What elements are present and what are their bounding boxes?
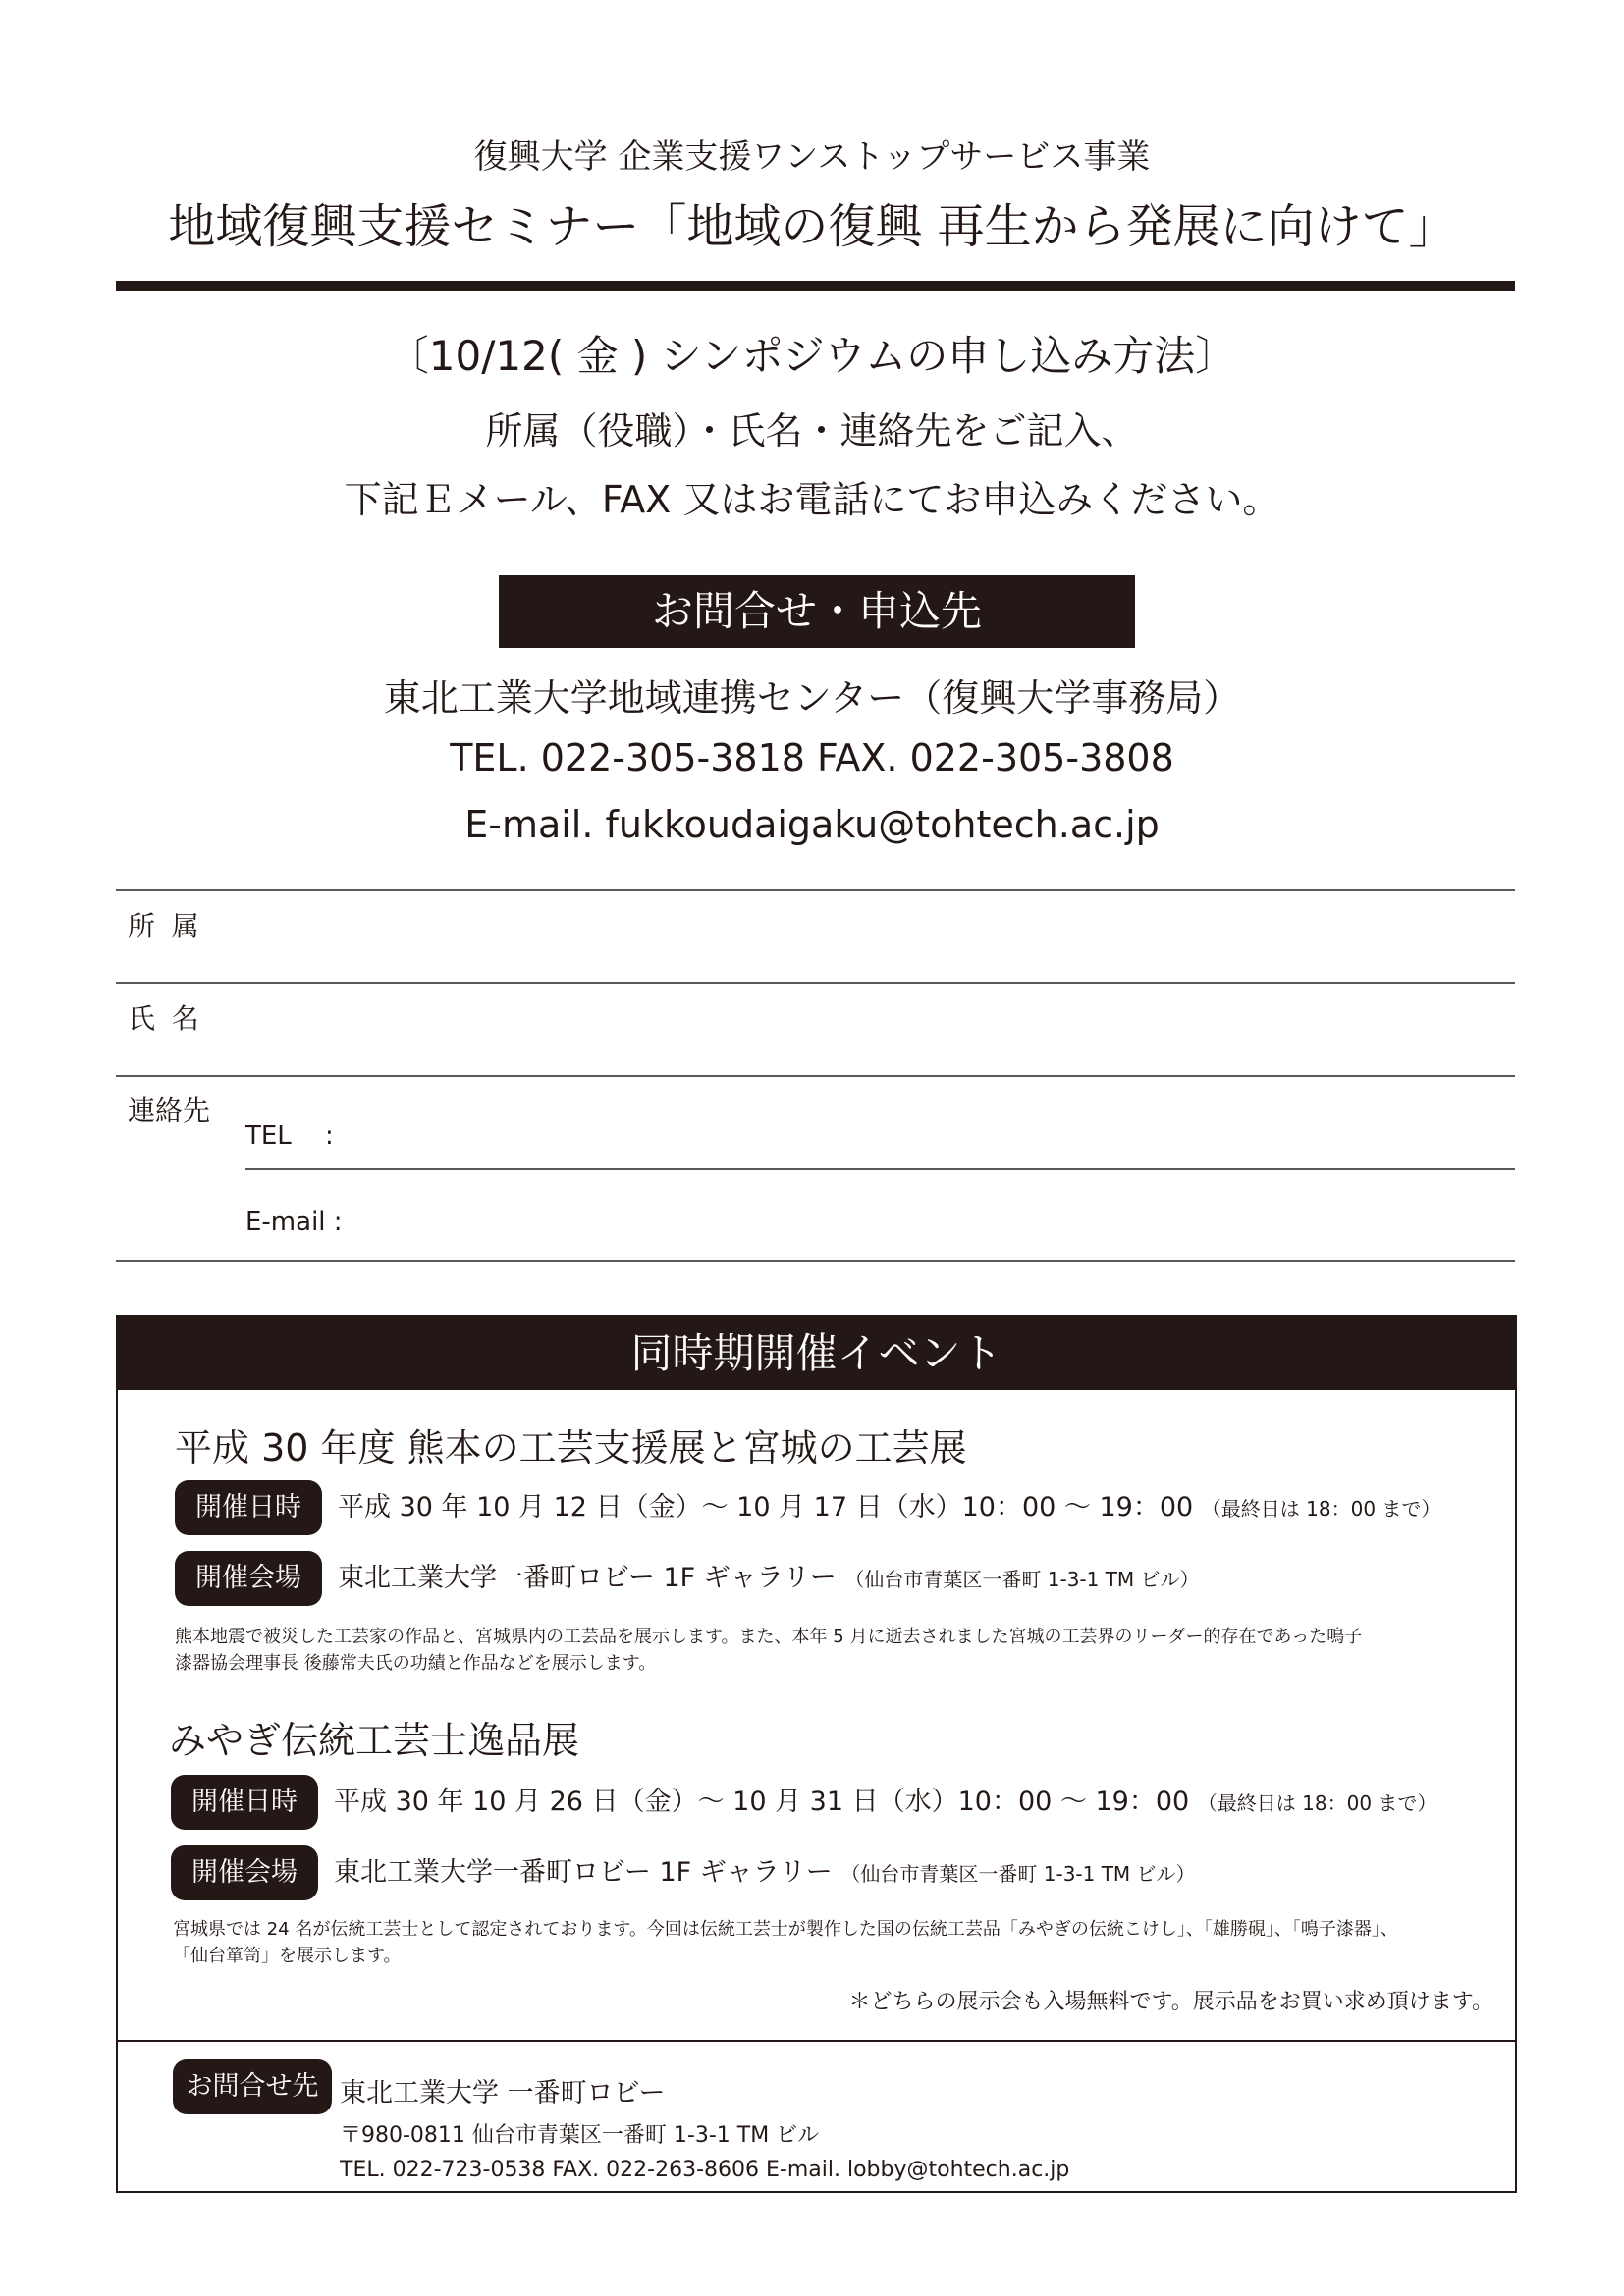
event-1-date [338,1480,1440,1536]
form-rule-name [116,1075,1515,1077]
contact-banner: お問合せ・申込先 [499,575,1135,648]
contact-label: 連絡先 [128,1095,211,1127]
affiliation-field[interactable] [255,893,1512,982]
inquiry-badge: お問合せ先 [173,2059,332,2114]
subtitle: 復興大学 企業支援ワンストップサービス事業 [473,137,1151,177]
event-2-venue-note: （仙台市青葉区一番町 1-3-1 TM ビル） [840,1862,1196,1886]
event-1-venue [338,1551,1200,1607]
contact-organization: 東北工業大学地域連携センター（復興大学事務局） [383,676,1241,720]
page-title: 地域復興支援セミナー「地域の復興 再生から発展に向けて」 [168,199,1456,254]
tel-label: TEL : [245,1121,334,1150]
event-2-description [173,1916,1489,1969]
application-instruction-2: 下記Ｅメール、FAX 又はお電話にてお申込みください。 [344,478,1280,521]
event-2-venue-text: 東北工業大学一番町ロビー 1F ギャラリー [334,1857,833,1888]
event-1-description [175,1624,1490,1677]
events-box [116,1315,1517,2193]
event-1-description-line-1: 熊本地震で被災した工芸家の作品と、宮城県内の工芸品を展示します。また、本年 5 月に逝去されました宮城の工芸界のリーダー的存在であった鳴子 [175,1627,1363,1647]
inquiry-contact: TEL. 022-723-0538 FAX. 022-263-8606 E-mail. lobby@tohtech.ac.jp [340,2158,1070,2182]
form-rule-top [116,889,1515,891]
form-rule-affiliation [116,982,1515,984]
event-1-date-note: （最終日は 18：00 まで） [1201,1497,1441,1521]
event-1-venue-text: 東北工業大学一番町ロビー 1F ギャラリー [338,1563,837,1593]
affiliation-label: 所属 [128,910,216,942]
event-2-venue [334,1845,1196,1901]
event-2-description-line-1: 宮城県では 24 名が伝統工芸士として認定されております。今回は伝統工芸士が製作した国の伝統工芸品「みやぎの伝統こけし」、「雄勝硯」、「鳴子漆器」、 [173,1919,1398,1940]
contact-phone-fax: TEL. 022-305-3818 FAX. 022-305-3808 [450,736,1174,779]
title-divider [116,281,1515,291]
events-note: ＊どちらの展示会も入場無料です。展示品をお買い求め頂けます。 [848,1990,1493,2014]
email-label: E-mail : [245,1207,343,1237]
name-field[interactable] [255,986,1512,1074]
application-method-heading: 〔10/12( 金 ) シンポジウムの申し込み方法〕 [387,332,1237,380]
event-2-date [334,1775,1436,1831]
event-1-date-badge: 開催日時 [175,1480,322,1535]
inquiry-address: 〒980-0811 仙台市青葉区一番町 1-3-1 TM ビル [340,2123,820,2148]
event-1-venue-badge: 開催会場 [175,1551,322,1606]
event-1-description-line-2: 漆器協会理事長 後藤常夫氏の功績と作品などを展示します。 [175,1653,657,1674]
event-2-date-note: （最終日は 18：00 まで） [1197,1791,1437,1815]
event-1-title: 平成 30 年度 熊本の工芸支援展と宮城の工芸展 [175,1426,967,1469]
inquiry-organization: 東北工業大学 一番町ロビー [340,2078,666,2109]
form-rule-tel [245,1168,1515,1170]
event-2-description-line-2: 「仙台箪笥」を展示します。 [173,1946,402,1966]
name-label: 氏名 [128,1002,216,1035]
form-rule-bottom [116,1260,1515,1262]
email-field[interactable] [339,1192,1507,1256]
event-1-venue-note: （仙台市青葉区一番町 1-3-1 TM ビル） [844,1568,1200,1591]
event-2-venue-badge: 開催会場 [171,1845,318,1900]
events-box-divider [118,2040,1515,2042]
tel-field[interactable] [339,1099,1507,1164]
application-instruction-1: 所属（役職）・氏名・連絡先をご記入、 [485,409,1139,453]
event-2-title: みやぎ伝統工芸士逸品展 [169,1719,580,1762]
event-2-date-text: 平成 30 年 10 月 26 日（金）～ 10 月 31 日（水）10：00 ～ 19：00 [334,1787,1190,1817]
event-1-date-text: 平成 30 年 10 月 12 日（金）～ 10 月 17 日（水）10：00 ～ 19：00 [338,1492,1194,1522]
events-header: 同時期開催イベント [118,1317,1515,1390]
contact-email: E-mail. fukkoudaigaku@tohtech.ac.jp [464,803,1160,846]
event-2-date-badge: 開催日時 [171,1775,318,1830]
